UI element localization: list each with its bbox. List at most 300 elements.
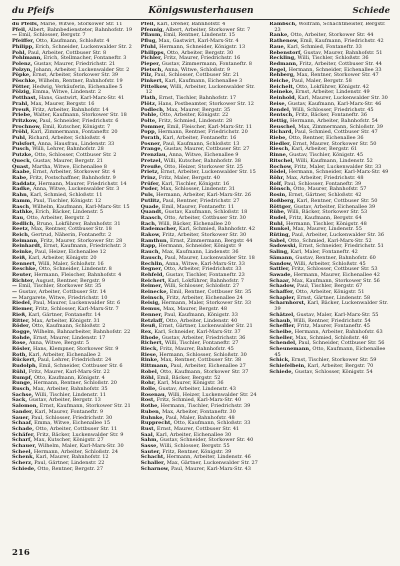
entry-name: Prahl, [12, 100, 29, 107]
entry-name: Rasch, [12, 203, 31, 210]
entry-details: Hermann, Arbeiter, Lindenstr. 46 [164, 454, 251, 461]
entry-name: Scheunemann, [269, 346, 311, 353]
entry-details: Bruno, Lokführer, Bahnhofstr. 31 [35, 220, 121, 227]
entry-name: Rieß, [12, 311, 27, 318]
entry-name: Reuß, [140, 323, 158, 330]
entry-details: Willi, Schlosser, Bergstr. 55 [158, 443, 230, 450]
entry-name: Rahn, [12, 192, 29, 199]
entry-details: Max, Rentner, Cottbuser Str. 38 [158, 357, 242, 364]
entry-details: Paul, Schneider, Friedrichstr. 6 [37, 117, 119, 124]
entry-details: Gustav, Arbeiter, Lindenstr. 43 [156, 386, 236, 392]
entry-name: Rendel, [269, 106, 291, 113]
entry-details: Karl, Rentner, Cottbuser Str. 50 [295, 197, 378, 204]
entry-details: Fritz, Schmied, Karl-Marx-Str. 40 [155, 397, 242, 404]
entry-name: Reiche, [269, 78, 291, 85]
entry-name: Quandt, [140, 209, 164, 216]
entry-details: Otto, Lokführer, Königstr. 42 [294, 83, 369, 90]
entry-name: Sandow, [269, 260, 293, 267]
entry-details: Willi, Schlosser, Friedrichstr. 45 [290, 106, 374, 113]
entry-name: Putzke, [12, 152, 33, 159]
entry-details: Willi, Arbeiter, Luckenwalder Str. 12 [145, 83, 255, 96]
header-rule [12, 19, 390, 20]
entry-name: Raabe, [12, 169, 32, 176]
directory-entry [12, 467, 133, 473]
entry-details: Anna, Witwe, Bergstr. 5 [27, 340, 90, 347]
entry-details: Paul, Gärtner, Lindenstr. 22 [32, 460, 105, 467]
entry-name: Sack, [12, 397, 28, 404]
entry-details: Otto, Schneider, Lindenstr. 8 [37, 266, 112, 273]
entry-name: Rödel, [269, 169, 288, 176]
entry-name: Pölzig, [12, 89, 31, 96]
entry-details: Gustav, Kaufmann, Schloßstr. 18 [163, 209, 248, 216]
entry-name: Popp, [140, 129, 157, 136]
entry-name: Schaffer, [269, 289, 295, 296]
entry-name: Scherz, [12, 460, 33, 467]
entry-details: Otto, Maurer, Bahnhofstr. 57 [291, 186, 367, 193]
entry-details: Johann, Arbeiter, Luckenwalder Str. 2 [31, 66, 130, 73]
entry-details: Max, Schlosser, Lindenstr. 31 [158, 186, 236, 193]
entry-name: Schade, [12, 425, 34, 432]
entry-details: Max, Arbeiter, Friedrichstr. 48 [284, 174, 364, 181]
directory-entry [141, 467, 262, 473]
entry-name: Rebenstorf, [269, 49, 302, 56]
entry-details: Gustav, Tischler, Fontaneftr. 23 [164, 271, 245, 278]
entry-name: Schapler, [269, 294, 296, 301]
entry-details: Hermann, Schneider, Karl-Marx-Str. 49 [287, 169, 389, 176]
entry-details: Hermann, Tischler, Friedrichstr. 39 [159, 403, 251, 410]
entry-details: Hans, Postbeamter, Storkower Str. 12 [156, 100, 254, 107]
entry-name: — [12, 294, 17, 301]
entry-details: Emil, Maurer, Fontaneftr. 11 [160, 203, 235, 210]
entry-details: Ernst, Maurer, Cottbuser Str. 41 [155, 425, 240, 432]
entry-details: Anna, Hausfrau, Lindenstr. 33 [36, 140, 115, 147]
entry-details: Emil, Schlosser, Bergstr. 7 [17, 32, 86, 39]
entry-details: Paul, Schlosser, Friedrichstr. 30 [29, 414, 113, 421]
entry-details: Hermann, Arbeiter, Bahnhofstr. 54 [288, 117, 378, 124]
entry-name: Rückert, [12, 357, 37, 364]
entry-name: Rolf, [269, 180, 283, 187]
entry-name: Rentsch, [269, 112, 294, 119]
entry-name: Prinz, [140, 174, 158, 181]
entry-name: Quast, [12, 163, 31, 170]
entry-name: Queck, [12, 157, 32, 164]
entry-name: Riebe, [269, 135, 287, 142]
entry-name: Rusch, [12, 386, 32, 392]
entry-details: Otto, Kaufmann, Schloßstr. 4 [34, 38, 110, 45]
entry-details: Otto, Arbeiter, Lindenstr. 40 [164, 317, 238, 324]
entry-details: Fritz, Maurer, Fontaneftr. 45 [295, 323, 370, 330]
entry-details: Ernst, Schneider, Friedrichstr. 51 [297, 243, 384, 250]
entry-name: Runkel, [269, 226, 292, 233]
entry-name: Schick, [269, 357, 290, 364]
entry-details: Karl, Arbeiter, Bergstr. 61 [289, 146, 358, 153]
entry-name: Rehfeld, [140, 271, 165, 278]
entry-name: Reich, [12, 232, 30, 239]
entry-name: Pflaum, [140, 32, 162, 39]
entry-name: Rose, [12, 340, 28, 347]
entry-details: Paul, Arbeiter, Luckenwalder Str. 36 [290, 232, 385, 239]
entry-details: Emil, Tischler, Storkower Str. 35 [17, 283, 102, 290]
entry-name: Reise, [269, 100, 287, 107]
entry-name: Ramthun, [140, 237, 169, 244]
entry-details: Max, Arbeiter, Fontaneftr. 30 [160, 408, 236, 415]
entry-name: Putlitz, [140, 197, 162, 204]
entry-details: Paul, Schmied, Cottbuser Str. 47 [293, 129, 378, 136]
entry-details: Willi, Tischler, Fontaneftr. 27 [163, 340, 239, 347]
entry-name: Pfeiffer, [12, 38, 35, 45]
entry-details: Gustav, Maurer, Bahnhofstr. 51 [301, 49, 383, 56]
entry-name: Richard, [269, 129, 294, 136]
entry-details: Otto, Arbeiter, Bergstr. 2 [24, 214, 90, 221]
entry-name: Sachse, [12, 391, 34, 398]
entry-details: Karl, Arbeiter, Fontaneftr. 16 [161, 135, 237, 142]
entry-name: Sadowski, [269, 243, 298, 250]
entry-name: Porath, [140, 135, 162, 142]
entry-name: Polenz, [12, 60, 33, 67]
entry-name: Scheel, [12, 448, 33, 455]
entry-details: Hans, Gastwirt, Karl-Marx-Str. 41 [37, 95, 125, 102]
entry-details: Albert, Bahnbediensteter, Bahnhofstr. 19 [26, 26, 133, 33]
entry-name: Ruhl, [269, 220, 285, 227]
entry-name: Schäfer, [12, 431, 35, 438]
entry-name: Reuter, [12, 271, 33, 278]
entry-details: Fritz, Bäcker, Luckenwalder Str. 9 [34, 431, 124, 438]
entry-details: Otto, Kaufmann, Schloßstr. 33 [172, 420, 251, 427]
entry-name: Reinsch, [140, 294, 165, 301]
entry-name: Riesch, [269, 146, 290, 153]
entry-details: Paul, Heizer, Eichenallee 12 [33, 249, 107, 256]
entry-details: Ernst, Kaufmann, Storkower Str. 21 [38, 403, 131, 410]
entry-name: Sabel, [269, 237, 287, 244]
entry-details: Paul, Arbeiter, Eichenallee 27 [168, 363, 246, 370]
entry-name: Reichelt, [269, 83, 295, 90]
entry-details: Anna, Witwe, Luckenwalder Str. 3 [31, 186, 120, 193]
entry-details: Max, Maurer, Lindenstr. 55 [291, 226, 362, 233]
entry-name: Schiede, [269, 368, 294, 375]
entry-name: Pfeil, [140, 22, 156, 27]
entry-details: Willi, Maler, Schloßstr. 16 [36, 260, 104, 267]
entry-name: Regner, [140, 266, 163, 273]
entry-details: Emil, Fleischer, Karl-Marx-Str. 11 [165, 123, 253, 130]
entry-name: Posner, [140, 140, 162, 147]
entry-details: Gustav, Arbeiter, Bergstr. 13 [27, 397, 101, 404]
entry-details: Willi, Bäcker, Eichenallee 20 [156, 220, 231, 227]
header-left-keyword: du Pfeifs [12, 6, 55, 16]
entry-name: Rudolph, [12, 363, 38, 370]
entry-name: Pohl, [12, 49, 27, 56]
entry-name: Rapp, [140, 243, 157, 250]
entry-name: Pflug, [140, 38, 157, 45]
entry-details: Otto, Schlosser, Cottbuser Str. 2 [32, 152, 117, 159]
entry-details: Paul, Maler, Bergstr. 58 [290, 78, 352, 85]
entry-details: Marie, Witwe, Storkower Str. 11 [38, 22, 123, 27]
entry-name: Pröhl, [12, 129, 30, 136]
entry-details: Karl, Tischler, Königstr. 16 [160, 180, 230, 187]
entry-name: Schenk, [12, 454, 35, 461]
entry-details: Hedwig, Verkäuferin, Eichenallee 5 [30, 83, 123, 90]
entry-details: Hermann, Arbeiter, Schloßstr. 24 [32, 448, 119, 455]
entry-name: Rau, [12, 214, 25, 221]
entry-name: Reimer, [140, 283, 163, 290]
entry-details: Karl, Gärtner, Fontaneftr. 14 [26, 311, 101, 318]
entry-name: Schiede, [12, 465, 36, 472]
entry-details: August, Rentner, Bergstr. 9 [34, 277, 105, 284]
entry-name: Rademacher, [140, 226, 178, 233]
entry-details: Otto, Rentner, Bergstr. 27 [35, 465, 104, 472]
entry-name: Riemer, [12, 306, 34, 313]
entry-name: Pietsch, [140, 66, 164, 73]
entry-name: Röder, [12, 323, 31, 330]
entry-details: Gustav, Zimmermann, Fontaneftr. 8 [160, 60, 252, 67]
entry-details: Karl, Schmied, Fontaneftr. 33 [285, 43, 362, 50]
entry-details: Fritz, Rentner, Königstr. 39 [160, 448, 232, 455]
entry-details: Willi, Heizer, Luckenwalder Str. 24 [166, 391, 257, 398]
entry-name: Sattler, [269, 266, 290, 273]
entry-details: Ernst, Zimmermann, Bergstr. 44 [168, 237, 253, 244]
entry-name: — [12, 32, 17, 39]
entry-details: Paul, Rentner, Friedrichstr. 27 [161, 197, 240, 204]
entry-details: Emil, Rentner, Lindenstr. 15 [161, 32, 235, 39]
entry-details: Otto, Schmied, Karl-Marx-Str. 52 [286, 237, 372, 244]
entry-details: Max, Kaufmann, Storkower Str. 56 [290, 277, 380, 284]
entry-details: Gustav, Arbeiter, Eichenallee 39 [292, 203, 376, 210]
entry-details: Anna, Witwe, Karl-Marx-Str. 33 [163, 260, 245, 267]
entry-name: Scheffler, [269, 323, 296, 330]
entry-name: Reckling, [269, 55, 296, 62]
entry-name: Scheibe, [269, 328, 294, 335]
entry-name: Schaaf, [12, 420, 33, 427]
column-right [269, 22, 390, 544]
entry-details: Paul, Kaufmann, Schloßstr. 13 [161, 140, 240, 147]
entry-details: Gustav, Maurer, Bergstr. 21 [31, 157, 104, 164]
entry-details: Otto, Arbeiter, Bergstr. 30 [165, 49, 234, 56]
entry-details: Otto, Arbeiter, Cottbuser Str. 11 [33, 425, 118, 432]
entry-details: Karl, Arbeiter, Eichenallee 30 [154, 431, 232, 438]
entry-name: Rumpf, [12, 374, 33, 381]
entry-details: Fritz, Arbeiter, Eichenallee 24 [164, 294, 243, 301]
entry-name: Ritschel, [269, 157, 295, 164]
entry-details: Max, Arbeiter, Bahnhofstr. 35 [31, 386, 108, 392]
entry-name: Riedel, [12, 300, 32, 307]
entry-name: Rosenau, [140, 391, 167, 398]
entry-details: Gustav, Maurer, Cottbuser Str. 27 [162, 146, 250, 153]
entry-details: Gustav, Rentner, Bahnhofstr. 60 [293, 254, 376, 261]
entry-name: Pulsfort, [12, 140, 37, 147]
entry-name: Richert, [140, 340, 164, 347]
entry-details: Max, Gärtner, Luckenwalder Str. 27 [165, 460, 258, 467]
entry-name: Preuße, [140, 163, 163, 170]
entry-details: Paul, Maler, Bahnhofstr. 48 [164, 414, 235, 421]
entry-name: Schätzel, [269, 311, 295, 318]
entry-details: Wilhelm, Maler, Karl-Marx-Str. 30 [36, 443, 124, 450]
entry-name: Saal, [140, 431, 155, 438]
entry-name: Plath, [140, 95, 158, 102]
entry-details: Gustav, Maler, Karl-Marx-Str. 55 [294, 311, 379, 318]
entry-name: Rolle, [140, 386, 157, 392]
entry-name: Rausch, [140, 254, 164, 261]
entry-details: Erich, Schneider, Luckenwalder Str. 2 [33, 43, 132, 50]
entry-details: Max, Kutscher, Königstr. 27 [31, 437, 104, 444]
entry-details: Hermann, Rentner, Schloßstr. 20 [31, 380, 117, 387]
entry-details: Paul, Maurer, Karl-Marx-Str. 43 [169, 465, 251, 472]
column-middle [141, 22, 262, 544]
entry-details: Fritz, Kaufmann, Bergstr. 64 [287, 214, 362, 221]
entry-name: Reinhold, [269, 95, 297, 102]
entry-details: Max, Gastwirt, Karl-Marx-Str. 4 [156, 38, 239, 45]
entry-name: Sauer, [12, 414, 30, 421]
entry-details: Fritz, Maler, Luckenwalder Str. 33 [292, 163, 382, 170]
entry-name: Prange, [140, 146, 163, 153]
entry-name: Schauer, [12, 443, 37, 450]
entry-details: Emil, Bäcker, Bergstr. 52 [155, 374, 221, 381]
entry-details: Hermann, Schneider, Königstr. 13 [157, 43, 246, 50]
entry-details: Fritz, Arbeiter, Storkower Str. 30 [160, 232, 247, 239]
entry-name: Sauter, [140, 448, 161, 455]
entry-name: Pfuhl, [140, 43, 158, 50]
entry-details: Hermann, Maler, Storkower Str. 33 [159, 300, 252, 307]
entry-details: Karl, Maler, Fontaneftr. 42 [288, 249, 358, 256]
entry-details: Otto, Kaufmann, Schloßstr. 2 [30, 323, 106, 330]
entry-name: Pittelkow, [140, 83, 169, 90]
entry-name: Pohle, [140, 112, 159, 119]
entry-details: Otto, Kaufmann, Königstr. 4 [32, 374, 105, 381]
entry-name: Reinke, [12, 249, 34, 256]
entry-name: Rathenow, [269, 38, 299, 45]
entry-name: Prietz, [140, 169, 160, 176]
entry-name: Reschke, [12, 266, 38, 273]
entry-details: Karl, Lokführer, Bahnhofstr. 7 [166, 277, 244, 284]
entry-details: Willi, Tischler, Schloßstr. 36 [295, 55, 369, 62]
entry-details: Paul, Maurer, Luckenwalder Str. 18 [163, 254, 255, 261]
entry-details: Gustav, Schneider, Storkower Str. 40 [158, 437, 254, 444]
entry-details: Wilhelm, Rentner, Bahnhofstr. 19 [36, 78, 123, 85]
entry-name: Robel, [140, 368, 159, 375]
entry-name: Riese, [140, 351, 158, 358]
entry-name: Raasch, [140, 214, 163, 221]
entry-name: Pfeil, [12, 26, 27, 33]
entry-details: Ernst, Arbeiter, Lindenstr. 49 [293, 89, 370, 96]
entry-name: Puder, [140, 186, 159, 193]
entry-details: Karl, Arbeiter, Bergstr. 70 [305, 363, 374, 370]
entry-name: Ranke, [269, 32, 289, 39]
entry-name: Reuschel, [269, 123, 297, 130]
entry-details: Karl, Zimmermann, Fontaneftr. 20 [29, 129, 118, 136]
entry-name: Schaar, [269, 277, 291, 284]
entry-details: Fritz, Maurer, Storkower Str. 28 [38, 237, 123, 244]
entry-details: Ernst, Arbeiter, Storkower Str. 39 [30, 72, 119, 79]
entry-details: Willi, Tischler, Lindenstr. 11 [33, 391, 107, 398]
entry-name: Pinkert, [140, 78, 164, 85]
entry-details: Ernst, Arbeiter, Storkower Str. 4 [31, 169, 116, 176]
entry-name: Rettig, [269, 117, 289, 124]
entry-details: Hermann, Schneider, Königstr. 9 [156, 243, 242, 250]
entry-name: Runge, [12, 380, 32, 387]
entry-name: Rosin, [269, 192, 287, 199]
entry-details: Fritz, Arbeiter, Bahnhofstr. 14 [30, 106, 109, 113]
entry-name: Rust, [140, 425, 156, 432]
entry-name: Rittmann, [140, 363, 169, 370]
entry-name: Reichert, [140, 277, 167, 284]
page-header [12, 6, 390, 18]
entry-details: Otto, Heizer, Storkower Str. 25 [162, 163, 243, 170]
entry-details: Max, Kaufmann, Lindenstr. 36 [160, 249, 239, 256]
entry-details: Hermann, Schneider, Eichenallee 33 [287, 66, 382, 73]
entry-name: Remus, [140, 306, 162, 313]
entry-name: Scharf, [12, 437, 32, 444]
entry-name: Sander, [12, 408, 34, 415]
entry-details: Paul, Schlosser, Cottbuser Str. 21 [152, 72, 240, 79]
entry-details: Ernst, Gärtner, Luckenwalder Str. 21 [157, 323, 253, 330]
entry-details: Gustav, Tischler, Königstr. 45 [287, 152, 364, 159]
entry-name: Podlech, [140, 106, 165, 113]
entry-details: Willi, Lehrer, Bahnhofstr. 28 [30, 146, 104, 153]
entry-name: Rönsch, [269, 186, 292, 193]
entry-name: Rühl, [12, 368, 28, 375]
entry-details: Emil, Kutscher, Königstr. 7 [41, 123, 111, 130]
entry-name: Sämann, [269, 254, 294, 261]
entry-name: Rupprecht, [140, 420, 172, 427]
entry-details: Fritz, Schlosser, Cottbuser Str. 53 [289, 266, 378, 273]
entry-name: Retzlaff, [140, 317, 165, 324]
entry-name: Rennert, [12, 260, 37, 267]
header-title: Königswusterhausen [148, 6, 254, 16]
entry-name: Rogge, [12, 328, 32, 335]
entry-name: Sasse, [140, 443, 159, 450]
entry-details: Hermann, Maurer, Eichenallee 42 [292, 271, 380, 278]
entry-name: Rohr, [140, 380, 156, 387]
entry-details: Paul, Schlosser, Fontaneftr. 39 [282, 180, 362, 187]
entry-name: — [12, 283, 17, 290]
entry-name: Radke, [12, 186, 32, 193]
entry-name: Rinne, [269, 152, 288, 159]
entry-details: Fritz, Postschaffner, Bahnhofstr. 9 [27, 174, 116, 181]
entry-details: Max, Schmied, Schloßstr. 48 [293, 334, 368, 341]
entry-details: Hermann, Tischler, Königstr. 48 [284, 220, 367, 227]
entry-details: Ernst, Gärtner, Lindenstr. 58 [295, 294, 371, 301]
entry-details: Wilhelm, Bahnarbeiter, Bahnhofstr. 22 [31, 328, 131, 335]
entry-details: Max, Maurer, Bergstr. 48 [161, 306, 228, 313]
directory-entry [269, 370, 390, 376]
entry-name: Regel, [269, 66, 287, 73]
entry-details: Emil, Kaufmann, Friedrichstr. 42 [298, 38, 384, 45]
entry-name: Rösler, [12, 346, 32, 353]
entry-details: Fritz, Maurer, Bahnhofstr. 45 [158, 346, 234, 353]
entry-details: Wolfram, Schachtmeister, Bergstr. 23 [274, 22, 386, 33]
entry-details: Karl, Arbeiter, Königstr. 20 [26, 254, 97, 261]
entry-details: Otto, Kaufmann, Eichenallee 45 [274, 346, 386, 358]
entry-details: Willi, Bäcker, Storkower Str. 53 [285, 209, 368, 216]
entry-details: Anna, Witwe, Eichenallee 9 [167, 152, 239, 159]
entry-name: Priebe, [12, 112, 32, 119]
entry-name: Pichler, [140, 55, 163, 62]
entry-details: Paul, Lehrer, Friedrichstr. 24 [36, 357, 112, 364]
entry-details: Albert, Arbeiter, Storkower Str. 7 [164, 26, 251, 33]
entry-details: Paul, Schneider, Cottbuser Str. 56 [296, 340, 385, 347]
entry-name: Pretzel, [140, 157, 163, 164]
entry-name: Philipps, [140, 49, 166, 56]
entry-name: Schadow, [269, 283, 296, 290]
entry-name: Polzyn, [12, 66, 32, 73]
entry-name: Reetz, [12, 226, 30, 233]
entry-name: Rudel, [269, 214, 288, 221]
entry-details: Willi, Kaufmann, Lindenstr. 52 [294, 157, 373, 164]
entry-details: Otto, Rentner, Eichenallee 36 [287, 135, 364, 142]
entry-name: Renner, [140, 311, 163, 318]
entry-details: Max, Maurer, Bergstr. 35 [164, 106, 231, 113]
entry-name: Scharnow, [140, 465, 170, 472]
entry-details: Gustav, Arbeiter, Cottbuser Str. 14 [17, 289, 107, 296]
entry-details: Karl, Schneider, Karl-Marx-Str. 37 [152, 328, 241, 335]
